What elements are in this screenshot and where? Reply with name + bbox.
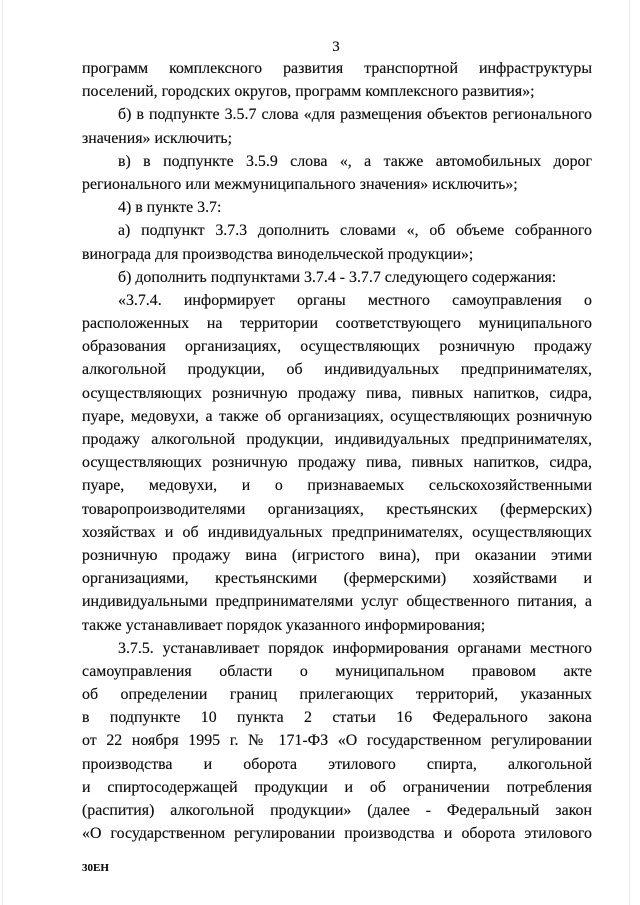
text-line: и спиртосодержащей продукции и об ограничении потребления: [82, 778, 592, 796]
text-line: значения» исключить;: [82, 129, 233, 147]
text-line: продажу алкогольной продукции, индивидуальных предпринимателях,: [82, 431, 592, 448]
page-number: 3: [332, 39, 340, 55]
text-line: (распития) алкогольной продукции» (далее - Федеральный закон: [82, 802, 592, 819]
footer-code: 30ЕН: [82, 862, 109, 874]
scan-edge-left: [2, 0, 3, 905]
text-line: расположенных на территории соответствующего муниципального: [82, 315, 592, 333]
text-line: пуаре, медовухи, и о признаваемых сельскохозяйственными: [82, 477, 592, 495]
text-line: также устанавливает порядок указанного информирования;: [82, 616, 486, 634]
text-line: а) подпункт 3.7.3 дополнить словами «, об объеме собранного: [118, 222, 592, 240]
paragraph-item-v-3-5-9: [82, 150, 592, 196]
text-line: осуществляющих розничную продажу пива, пивных напитков, сидра,: [82, 384, 592, 402]
text-line: пуаре, медовухи, а также об организациях, осуществляющих розничную: [82, 407, 592, 425]
text-line: в подпункте 10 пункта 2 статьи 16 Федерального закона: [82, 709, 592, 727]
text-line: регионального или межмуниципального значения» исключить»;: [82, 175, 518, 193]
text-line: от 22 ноября 1995 г. № 171-ФЗ «О государственном регулировании: [82, 732, 592, 750]
text-line: осуществляющих розничную продажу пива, пивных напитков, сидра,: [82, 454, 592, 472]
text-line: поселений, городских округов, программ комплексного развития»;: [82, 83, 535, 101]
text-line: розничную продажу вина (игристого вина), при оказании этими: [82, 546, 592, 564]
text-line: 4) в пункте 3.7:: [118, 199, 222, 217]
text-line: самоуправления области о муниципальном правовом акте: [82, 662, 592, 680]
text-line: 3.7.5. устанавливает порядок информирования органами местного: [118, 639, 592, 657]
paragraph-item-4-point-3-7: [82, 196, 592, 219]
paragraph-item-b-3-5-7: [82, 103, 592, 149]
text-line: «О государственном регулировании производства и оборота этилового: [82, 825, 592, 843]
document-body: [82, 57, 592, 845]
text-line: товаропроизводителями организациях, крестьянских (фермерских): [82, 500, 592, 518]
paragraph-subitem-3-7-5: [82, 637, 592, 846]
text-line: «3.7.4. информирует органы местного самоуправления о: [118, 291, 592, 309]
paragraph-subitem-3-7-4: [82, 289, 592, 637]
text-line: образования организациях, осуществляющих розничную продажу: [82, 338, 592, 356]
text-line: винограда для производства винодельческой продукции»;: [82, 245, 474, 263]
text-line: об определении границ прилегающих территорий, указанных: [82, 686, 592, 704]
text-line: хозяйствах и об индивидуальных предпринимателях, осуществляющих: [82, 523, 592, 541]
text-line: б) в подпункте 3.5.7 слова «для размещения объектов регионального: [118, 106, 592, 124]
scan-edge-right: [629, 0, 630, 905]
text-line: в) в подпункте 3.5.9 слова «, а также автомобильных дорог: [118, 152, 592, 170]
text-line: индивидуальными предпринимателями услуг общественного питания, а: [82, 593, 592, 611]
paragraph-continuation: [82, 57, 592, 103]
paragraph-item-a-3-7-3: [82, 219, 592, 265]
text-line: организациями, крестьянскими (фермерскими) хозяйствами и: [82, 570, 592, 588]
text-line: алкогольной продукции, об индивидуальных предпринимателях,: [82, 361, 592, 379]
text-line: программ комплексного развития транспортной инфраструктуры: [82, 60, 592, 77]
text-line: производства и оборота этилового спирта, алкогольной: [82, 755, 592, 773]
text-line: б) дополнить подпунктами 3.7.4 - 3.7.7 следующего содержания:: [118, 268, 557, 286]
paragraph-item-b-add-subitems: [82, 266, 592, 289]
